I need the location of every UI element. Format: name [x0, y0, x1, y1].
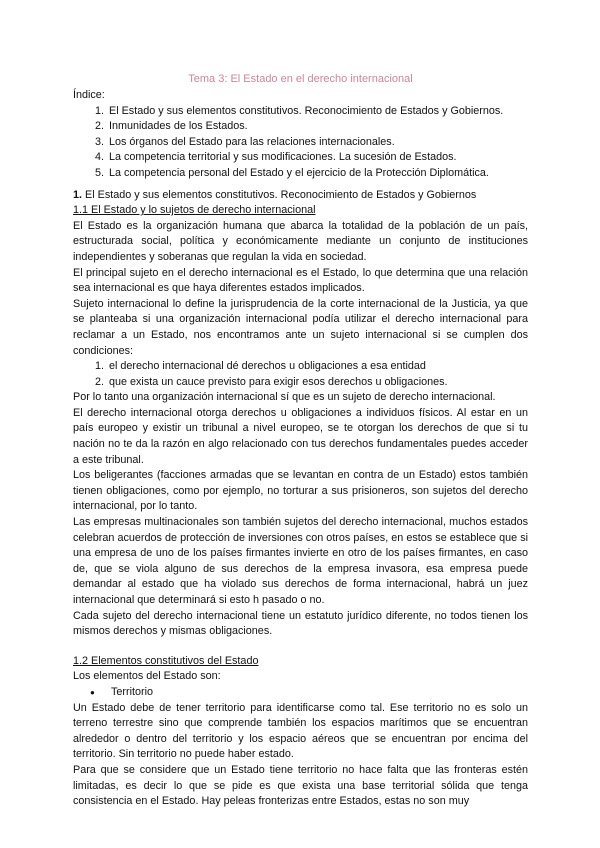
paragraph: El principal sujeto en el derecho internacional es el Estado, lo que determina que una relación sea internacional es que haya diferentes estados implicados.: [73, 266, 528, 295]
index-label: Índice:: [73, 89, 105, 101]
index-item: 1. El Estado y sus elementos constitutivos. Reconocimiento de Estados y Gobiernos.: [107, 104, 528, 120]
index-list: [73, 104, 528, 182]
paragraph: Por lo tanto una organización internacional sí que es un sujeto de derecho internacional.: [73, 391, 496, 404]
subsection-1-1-heading: 1.1 El Estado y lo sujetos de derecho internacional: [73, 204, 316, 217]
section-1-number: 1.: [73, 188, 83, 201]
paragraph: Los elementos del Estado son:: [73, 670, 221, 683]
paragraph: Sujeto internacional lo define la jurisprudencia de la corte internacional de la Justicia, ya que se planteaba si una organización internacional podía utilizar el derecho internacional para reclamar a un Estado, nos encontramos ante un sujeto internacional si se cumplen dos condiciones:: [73, 297, 528, 357]
index-item: 5. La competencia personal del Estado y el ejercicio de la Protección Diplomática.: [107, 166, 528, 182]
index-item: 3. Los órganos del Estado para las relaciones internacionales.: [107, 135, 528, 151]
paragraph: Cada sujeto del derecho internacional tiene un estatuto jurídico diferente, no todos tienen los mismos derechos y mismas obligaciones.: [73, 609, 528, 638]
paragraph: Los beligerantes (facciones armadas que se levantan en contra de un Estado) estos también tienen obligaciones, como por ejemplo, no torturar a sus prisioneros, son sujetos del derecho internacional, por lo tanto.: [73, 469, 528, 513]
condition-item: 1. el derecho internacional dé derechos u obligaciones a esa entidad: [107, 359, 528, 375]
elements-list: [73, 685, 528, 701]
subsection-1-2-heading: 1.2 Elementos constitutivos del Estado: [73, 654, 259, 667]
paragraph: El derecho internacional otorga derechos u obligaciones a individuos físicos. Al estar en un país europeo y existir un tribunal a nivel europeo, se te otorgan los derechos de que si tu nación no te da la razón en algo relacionado con tus derechos fundamentales puedes acceder a este tribunal.: [73, 406, 528, 466]
paragraph: Para que se considere que un Estado tiene territorio no hace falta que las fronteras estén limitadas, es decir lo que se pide es que exista una base territorial sólida que tenga consistencia en el Estado. Hay peleas fronterizas entre Estados, estas no son muy: [73, 763, 528, 808]
section-spacer: [73, 640, 528, 654]
conditions-list: [73, 359, 528, 390]
index-item: 4. La competencia territorial y sus modificaciones. La sucesión de Estados.: [107, 150, 528, 166]
condition-item: 2. que exista un cauce previsto para exigir esos derechos u obligaciones.: [107, 375, 528, 391]
paragraph: El Estado es la organización humana que abarca la totalidad de la población de un país, estructurada social, política y económicamente mediante un conjunto de instituciones independientes y soberanas que regulan la vida en sociedad.: [73, 219, 528, 263]
element-item-territorio: ● Territorio: [105, 685, 528, 701]
document-title: Tema 3: El Estado en el derecho internacional: [188, 73, 413, 85]
paragraph: Las empresas multinacionales son también sujetos del derecho internacional, muchos estados celebran acuerdos de protección de inversiones con otros países, en estos se establece que si una empresa de uno de los países firmantes invierte en otro de los países firmantes, en caso de, que se viola alguno de sus derechos de la empresa invasora, esa empresa puede demandar al estado que ha violado sus derechos de forma internacional, habrá un juez internacional que determinará si esto h pasado o no.: [73, 516, 528, 606]
paragraph: Un Estado debe de tener territorio para identificarse como tal. Ese territorio no es solo un terreno terrestre sino que comprende también los espacios marítimos que se encuentran alrededor o dentro del territorio y los espacio aéreos que se encuentran por encima del territorio. Sin territorio no puede haber estado.: [73, 701, 528, 761]
index-item: 2. Inmunidades de los Estados.: [107, 119, 528, 135]
section-1-heading: [73, 188, 528, 204]
section-1-title: El Estado y sus elementos constitutivos. Reconocimiento de Estados y Gobiernos: [85, 188, 477, 201]
